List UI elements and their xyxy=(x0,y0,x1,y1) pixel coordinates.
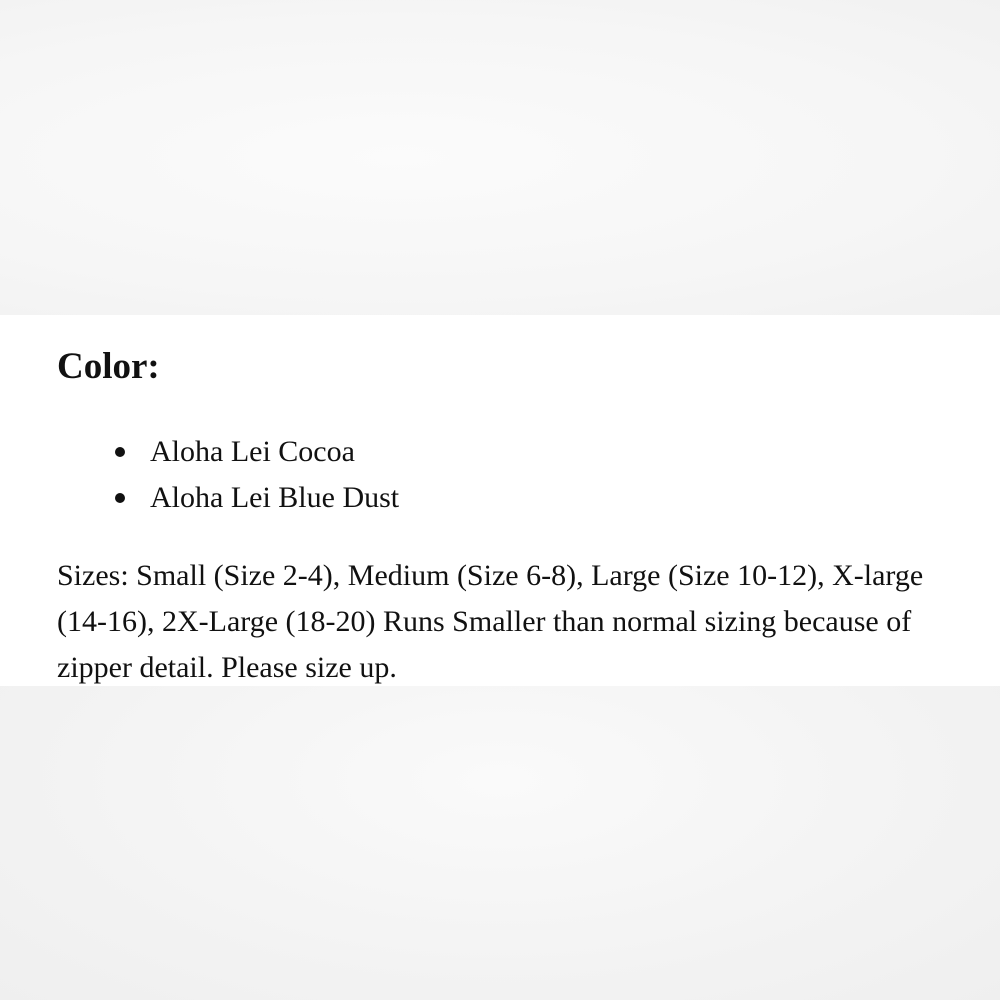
color-heading: Color: xyxy=(57,346,160,387)
product-description xyxy=(0,315,1000,686)
bullet-icon xyxy=(115,493,125,503)
bottom-background xyxy=(0,686,1000,1000)
color-option-label: Aloha Lei Blue Dust xyxy=(150,481,400,514)
list-item xyxy=(0,475,399,521)
top-background xyxy=(0,0,1000,315)
list-item xyxy=(0,429,399,475)
sizes-paragraph: Sizes: Small (Size 2-4), Medium (Size 6-8), Large (Size 10-12), X-large (14-16), 2X-Large (18-20) Runs Smaller than normal sizing because of zipper detail. Please size up. xyxy=(57,559,924,684)
color-option-label: Aloha Lei Cocoa xyxy=(150,435,355,468)
color-list xyxy=(0,429,399,521)
bullet-icon xyxy=(115,447,125,457)
